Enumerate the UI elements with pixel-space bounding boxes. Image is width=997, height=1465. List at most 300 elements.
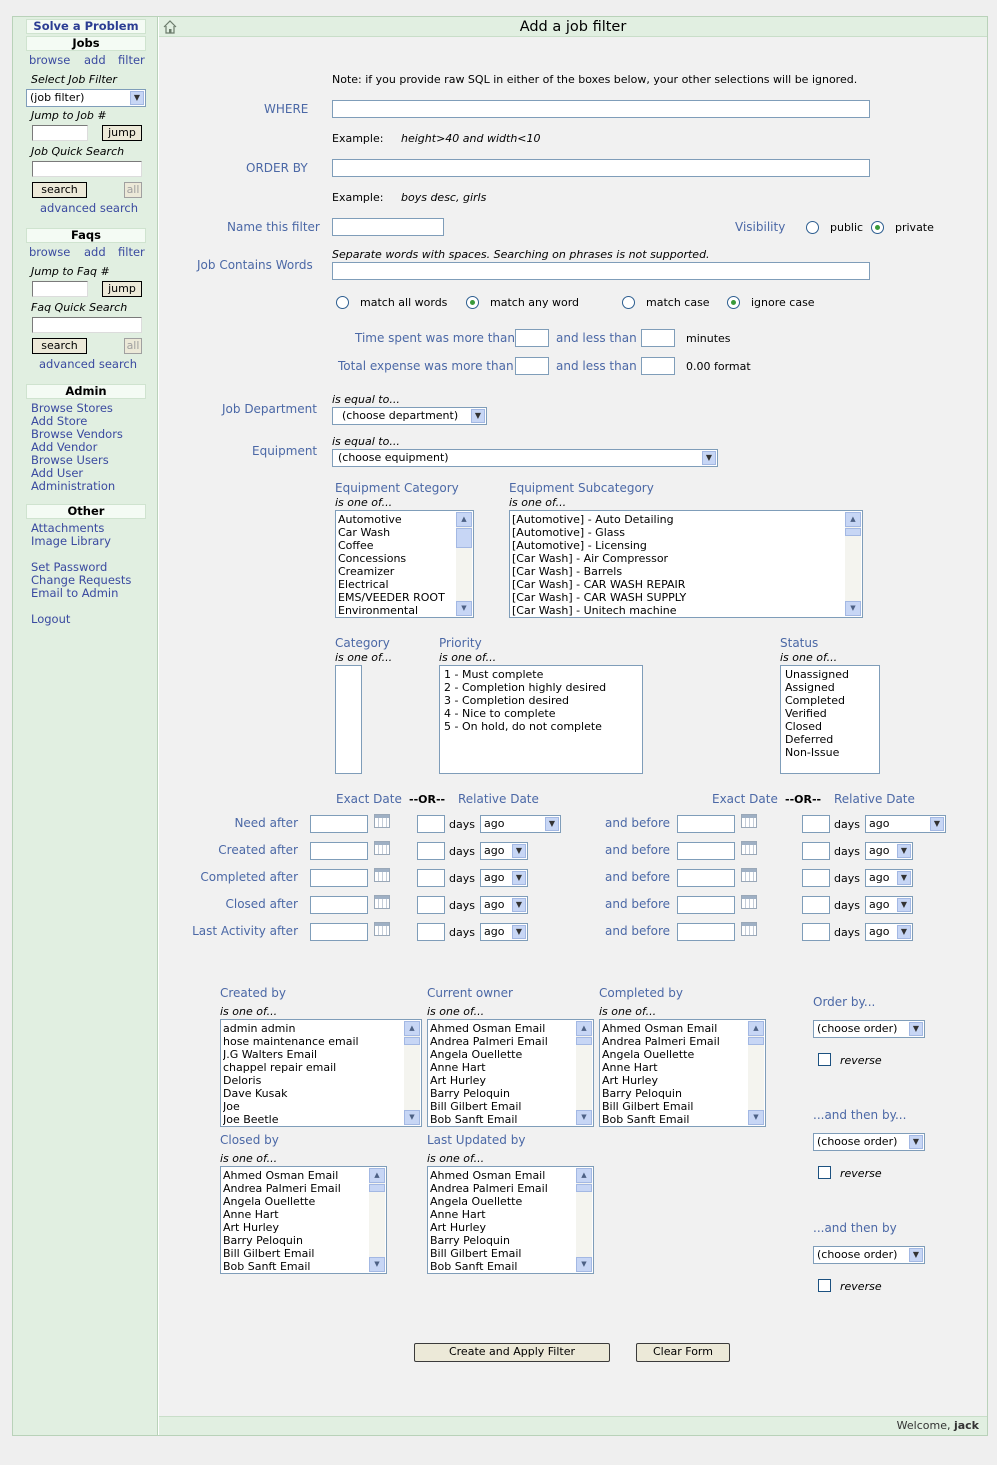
match-all-label: match all words xyxy=(360,296,448,309)
list-item[interactable]: chappel repair email xyxy=(223,1061,337,1074)
ago-select-after[interactable] xyxy=(480,815,561,833)
list-item[interactable]: Bob Sanft Email xyxy=(430,1260,518,1273)
scrollbar[interactable] xyxy=(748,1021,764,1125)
list-item[interactable]: Joe Beetle xyxy=(223,1113,279,1126)
list-item[interactable]: Andrea Palmeri Email xyxy=(602,1035,720,1048)
jump-job-button[interactable]: jump xyxy=(102,125,142,141)
select-job-filter-label: Select Job Filter xyxy=(31,73,117,86)
days-label: days xyxy=(449,899,475,912)
scroll-down-icon[interactable]: ▼ xyxy=(369,1257,385,1272)
match-case-radio[interactable] xyxy=(622,296,635,309)
order-value-1: (choose order) xyxy=(817,1022,898,1035)
status-oneof: is one of... xyxy=(780,651,838,664)
calendar-icon[interactable] xyxy=(374,868,390,882)
list-item[interactable]: Angela Ouellette xyxy=(223,1195,316,1208)
list-item[interactable]: EMS/VEEDER ROOT xyxy=(338,591,445,604)
order-example: boys desc, girls xyxy=(401,191,487,204)
list-item[interactable]: Barry Peloquin xyxy=(430,1234,510,1247)
relative-days-after-input[interactable] xyxy=(417,815,445,833)
chevron-down-icon: ▼ xyxy=(897,925,911,939)
exact-date-after-input[interactable] xyxy=(310,896,368,914)
faq-search-button[interactable]: search xyxy=(32,338,87,354)
chevron-down-icon: ▼ xyxy=(930,817,944,831)
scrollbar[interactable] xyxy=(576,1021,592,1125)
created-by-list[interactable] xyxy=(220,1019,422,1127)
created-by-oneof: is one of... xyxy=(220,1005,278,1018)
reverse-checkbox-1[interactable] xyxy=(818,1053,831,1066)
list-item[interactable]: Joe xyxy=(223,1100,240,1113)
jobs-browse-link[interactable]: browse xyxy=(29,53,71,67)
list-item[interactable]: Andrea Palmeri Email xyxy=(223,1182,341,1195)
browse-stores-link[interactable]: Browse Stores xyxy=(31,401,113,415)
list-item[interactable]: Coffee xyxy=(338,539,374,552)
closed-by-list[interactable] xyxy=(220,1166,387,1274)
chevron-down-icon: ▼ xyxy=(512,871,526,885)
list-item[interactable]: Electrical xyxy=(338,578,389,591)
list-item[interactable]: Angela Ouellette xyxy=(430,1048,523,1061)
relative-days-after-input[interactable] xyxy=(417,842,445,860)
completed-by-list[interactable] xyxy=(599,1019,766,1127)
scroll-up-icon[interactable]: ▲ xyxy=(748,1021,764,1036)
ago-value: ago xyxy=(484,898,505,911)
list-item[interactable]: Deloris xyxy=(223,1074,262,1087)
department-label: Job Department xyxy=(222,402,317,416)
exact-date-after-input[interactable] xyxy=(310,842,368,860)
calendar-icon[interactable] xyxy=(374,922,390,936)
list-item[interactable]: Andrea Palmeri Email xyxy=(430,1035,548,1048)
date-row-label: Created after xyxy=(218,843,298,857)
list-item[interactable]: 4 - Nice to complete xyxy=(444,707,556,720)
ago-select-before[interactable] xyxy=(865,923,913,941)
list-item[interactable]: admin admin xyxy=(223,1022,296,1035)
jump-to-job-label: Jump to Job # xyxy=(31,109,107,122)
list-item[interactable]: Car Wash xyxy=(338,526,391,539)
list-item[interactable]: Angela Ouellette xyxy=(602,1048,695,1061)
list-item[interactable]: [Automotive] - Auto Detailing xyxy=(512,513,674,526)
scroll-thumb[interactable] xyxy=(576,1037,592,1045)
reverse-label-1: reverse xyxy=(840,1054,882,1067)
completed-by-label: Completed by xyxy=(599,986,683,1000)
time-spent-min-input[interactable] xyxy=(515,329,549,347)
ago-select-after[interactable] xyxy=(480,869,528,887)
administration-link[interactable]: Administration xyxy=(31,479,116,493)
relative-days-before-input[interactable] xyxy=(802,869,830,887)
relative-date-header: Relative Date xyxy=(458,792,539,806)
scroll-thumb[interactable] xyxy=(404,1037,420,1045)
list-item[interactable]: [Car Wash] - Air Compressor xyxy=(512,552,669,565)
scroll-up-icon[interactable]: ▲ xyxy=(576,1168,592,1183)
scroll-up-icon[interactable]: ▲ xyxy=(456,512,472,527)
job-quick-search-label: Job Quick Search xyxy=(31,145,125,158)
match-any-radio[interactable] xyxy=(466,296,479,309)
equipment-value: (choose equipment) xyxy=(338,451,449,464)
list-item[interactable]: Anne Hart xyxy=(223,1208,279,1221)
job-all-button[interactable]: all xyxy=(124,182,142,198)
calendar-icon[interactable] xyxy=(741,814,757,828)
list-item[interactable]: Dave Kusak xyxy=(223,1087,288,1100)
status-label: Status xyxy=(780,636,819,650)
list-item[interactable]: Art Hurley xyxy=(602,1074,658,1087)
reverse-checkbox-3[interactable] xyxy=(818,1279,831,1292)
list-item[interactable]: Completed xyxy=(785,694,845,707)
solve-problem-title[interactable]: Solve a Problem xyxy=(26,19,146,34)
department-select[interactable] xyxy=(332,407,487,425)
visibility-private-radio[interactable] xyxy=(871,221,884,234)
faq-quick-search-label: Faq Quick Search xyxy=(31,301,128,314)
scroll-down-icon[interactable]: ▼ xyxy=(576,1110,592,1125)
where-example: height>40 and width<10 xyxy=(401,132,541,145)
scroll-thumb[interactable] xyxy=(845,528,861,536)
scrollbar[interactable] xyxy=(369,1168,385,1272)
faq-all-button[interactable]: all xyxy=(124,338,142,354)
username: jack xyxy=(953,1419,979,1432)
list-item[interactable]: Automotive xyxy=(338,513,402,526)
list-item[interactable]: Ahmed Osman Email xyxy=(602,1022,718,1035)
ago-select-after[interactable] xyxy=(480,842,528,860)
equipment-subcategory-oneof: is one of... xyxy=(509,496,567,509)
scroll-down-icon[interactable]: ▼ xyxy=(748,1110,764,1125)
clear-form-button[interactable]: Clear Form xyxy=(636,1343,730,1362)
list-item[interactable]: Unassigned xyxy=(785,668,849,681)
chevron-down-icon: ▼ xyxy=(512,844,526,858)
exact-date-before-input[interactable] xyxy=(677,815,735,833)
expense-min-input[interactable] xyxy=(515,357,549,375)
change-requests-link[interactable]: Change Requests xyxy=(31,573,132,587)
last-updated-by-oneof: is one of... xyxy=(427,1152,485,1165)
list-item[interactable]: Assigned xyxy=(785,681,835,694)
current-owner-label: Current owner xyxy=(427,986,513,1000)
faq-quick-search-input[interactable] xyxy=(32,317,142,333)
add-vendor-link[interactable]: Add Vendor xyxy=(31,440,98,454)
list-item[interactable]: Anne Hart xyxy=(602,1061,658,1074)
expense-less-than-label: and less than xyxy=(556,359,637,373)
list-item[interactable]: Barry Peloquin xyxy=(602,1087,682,1100)
calendar-icon[interactable] xyxy=(741,841,757,855)
or-separator: --OR-- xyxy=(409,793,446,806)
calendar-icon[interactable] xyxy=(741,895,757,909)
exact-date-after-input[interactable] xyxy=(310,923,368,941)
list-item[interactable]: [Car Wash] - Barrels xyxy=(512,565,623,578)
jump-to-faq-label: Jump to Faq # xyxy=(31,265,110,278)
category-list[interactable] xyxy=(335,665,362,774)
scrollbar[interactable] xyxy=(845,512,861,616)
days-label: days xyxy=(449,926,475,939)
list-item[interactable]: Anne Hart xyxy=(430,1061,486,1074)
equipment-category-oneof: is one of... xyxy=(335,496,393,509)
list-item[interactable]: 2 - Completion highly desired xyxy=(444,681,607,694)
then-by-title-2: ...and then by xyxy=(813,1221,897,1235)
scroll-down-icon[interactable]: ▼ xyxy=(576,1257,592,1272)
list-item[interactable]: Deferred xyxy=(785,733,834,746)
order-select-1[interactable] xyxy=(813,1020,925,1038)
list-item[interactable]: 1 - Must complete xyxy=(444,668,544,681)
equipment-select[interactable] xyxy=(332,449,718,467)
ago-value: ago xyxy=(869,925,890,938)
scroll-down-icon[interactable]: ▼ xyxy=(456,601,472,616)
add-user-link[interactable]: Add User xyxy=(31,466,84,480)
list-item[interactable]: [Car Wash] - Unitech machine xyxy=(512,604,677,617)
order-by-label: ORDER BY xyxy=(246,161,308,175)
expense-max-input[interactable] xyxy=(641,357,675,375)
list-item[interactable]: Creamizer xyxy=(338,565,395,578)
ago-select-after[interactable] xyxy=(480,896,528,914)
scroll-down-icon[interactable]: ▼ xyxy=(845,601,861,616)
page-title-bar xyxy=(159,17,987,37)
time-less-than-label: and less than xyxy=(556,331,637,345)
set-password-link[interactable]: Set Password xyxy=(31,560,108,574)
exact-date-before-input[interactable] xyxy=(677,896,735,914)
scroll-thumb[interactable] xyxy=(369,1184,385,1192)
days-label: days xyxy=(834,818,860,831)
list-item[interactable]: Anne Hart xyxy=(430,1208,486,1221)
list-item[interactable]: Andrea Palmeri Email xyxy=(430,1182,548,1195)
list-item[interactable]: Bill Gilbert Email xyxy=(430,1100,522,1113)
email-to-admin-link[interactable]: Email to Admin xyxy=(31,586,119,600)
scrollbar[interactable] xyxy=(404,1021,420,1125)
reverse-label-3: reverse xyxy=(840,1280,882,1293)
faq-number-input[interactable] xyxy=(32,281,88,297)
list-item[interactable]: Barry Peloquin xyxy=(430,1087,510,1100)
equipment-label: Equipment xyxy=(252,444,318,458)
list-item[interactable]: [Automotive] - Licensing xyxy=(512,539,647,552)
faqs-add-link[interactable]: add xyxy=(84,245,106,259)
reverse-label-2: reverse xyxy=(840,1167,882,1180)
format-hint: 0.00 format xyxy=(686,360,751,373)
relative-days-before-input[interactable] xyxy=(802,896,830,914)
and-before-label: and before xyxy=(605,843,671,857)
job-search-button[interactable]: search xyxy=(32,182,87,198)
visibility-public-radio[interactable] xyxy=(806,221,819,234)
relative-days-before-input[interactable] xyxy=(802,842,830,860)
order-by-input[interactable] xyxy=(332,159,870,177)
list-item[interactable]: [Car Wash] - CAR WASH REPAIR xyxy=(512,578,686,591)
exact-date-after-input[interactable] xyxy=(310,815,368,833)
calendar-icon[interactable] xyxy=(374,895,390,909)
and-before-label: and before xyxy=(605,870,671,884)
time-spent-max-input[interactable] xyxy=(641,329,675,347)
priority-oneof: is one of... xyxy=(439,651,497,664)
list-item[interactable]: Ahmed Osman Email xyxy=(430,1022,546,1035)
calendar-icon[interactable] xyxy=(741,868,757,882)
contains-words-input[interactable] xyxy=(332,262,870,280)
days-label: days xyxy=(449,872,475,885)
job-number-input[interactable] xyxy=(32,125,88,141)
ignore-case-radio[interactable] xyxy=(727,296,740,309)
ago-select-before[interactable] xyxy=(865,842,913,860)
date-row-label: Last Activity after xyxy=(192,924,298,938)
home-icon[interactable] xyxy=(163,20,177,34)
match-any-label: match any word xyxy=(490,296,580,309)
equipment-category-list[interactable] xyxy=(335,510,474,618)
list-item[interactable]: Angela Ouellette xyxy=(430,1195,523,1208)
job-advanced-search-link[interactable]: advanced search xyxy=(40,201,139,215)
scroll-up-icon[interactable]: ▲ xyxy=(369,1168,385,1183)
ago-select-after[interactable] xyxy=(480,923,528,941)
order-select-3[interactable] xyxy=(813,1246,925,1264)
exact-date-before-input[interactable] xyxy=(677,869,735,887)
ago-value: ago xyxy=(484,925,505,938)
status-list[interactable] xyxy=(780,665,880,774)
exact-date-after-input[interactable] xyxy=(310,869,368,887)
list-item[interactable]: Art Hurley xyxy=(430,1221,486,1234)
ago-value: ago xyxy=(484,844,505,857)
chevron-down-icon: ▼ xyxy=(702,451,716,465)
relative-days-before-input[interactable] xyxy=(802,923,830,941)
list-item[interactable]: Ahmed Osman Email xyxy=(430,1169,546,1182)
list-item[interactable]: 3 - Completion desired xyxy=(444,694,570,707)
sql-note: Note: if you provide raw SQL in either of the boxes below, your other selections will be ignored. xyxy=(332,73,858,86)
chevron-down-icon: ▼ xyxy=(897,844,911,858)
equipment-subcategory-list[interactable] xyxy=(509,510,863,618)
order-select-2[interactable] xyxy=(813,1133,925,1151)
faqs-filter-link[interactable]: filter xyxy=(118,245,145,259)
exact-date-header: Exact Date xyxy=(336,792,402,806)
scrollbar[interactable] xyxy=(576,1168,592,1272)
ignore-case-label: ignore case xyxy=(751,296,815,309)
job-filter-select[interactable] xyxy=(26,89,146,107)
department-value: (choose department) xyxy=(342,409,459,422)
faq-advanced-search-link[interactable]: advanced search xyxy=(39,357,138,371)
attachments-link[interactable]: Attachments xyxy=(31,521,105,535)
scrollbar[interactable] xyxy=(456,512,472,616)
equipment-category-label: Equipment Category xyxy=(335,481,459,495)
calendar-icon[interactable] xyxy=(741,922,757,936)
minutes-label: minutes xyxy=(686,332,731,345)
list-item[interactable]: Environmental xyxy=(338,604,419,617)
calendar-icon[interactable] xyxy=(374,814,390,828)
scroll-up-icon[interactable]: ▲ xyxy=(845,512,861,527)
priority-list[interactable] xyxy=(439,665,643,774)
list-item[interactable]: hose maintenance email xyxy=(223,1035,359,1048)
relative-days-after-input[interactable] xyxy=(417,869,445,887)
days-label: days xyxy=(449,818,475,831)
scroll-thumb[interactable] xyxy=(576,1184,592,1192)
logout-link[interactable]: Logout xyxy=(31,612,71,626)
date-row-label: Need after xyxy=(234,816,298,830)
name-filter-input[interactable] xyxy=(332,218,444,236)
order-example-label: Example: xyxy=(332,191,384,204)
equipment-subcategory-label: Equipment Subcategory xyxy=(509,481,654,495)
list-item[interactable]: Bob Sanft Email xyxy=(223,1260,311,1273)
days-label: days xyxy=(834,899,860,912)
list-item[interactable]: 5 - On hold, do not complete xyxy=(444,720,602,733)
ago-value: ago xyxy=(869,817,890,830)
list-item[interactable]: Verified xyxy=(785,707,827,720)
list-item[interactable]: J.G Walters Email xyxy=(223,1048,318,1061)
list-item[interactable]: Concessions xyxy=(338,552,407,565)
other-title: Other xyxy=(26,504,146,519)
scroll-up-icon[interactable]: ▲ xyxy=(404,1021,420,1036)
list-item[interactable]: Bob Sanft Email xyxy=(602,1113,690,1126)
scroll-thumb[interactable] xyxy=(748,1037,764,1045)
list-item[interactable]: Barry Peloquin xyxy=(223,1234,303,1247)
match-case-label: match case xyxy=(646,296,710,309)
list-item[interactable]: Bill Gilbert Email xyxy=(430,1247,522,1260)
closed-by-label: Closed by xyxy=(220,1133,279,1147)
list-item[interactable]: Art Hurley xyxy=(430,1074,486,1087)
expense-label: Total expense was more than xyxy=(338,359,514,373)
created-by-label: Created by xyxy=(220,986,287,1000)
relative-days-after-input[interactable] xyxy=(417,923,445,941)
chevron-down-icon: ▼ xyxy=(512,898,526,912)
job-quick-search-input[interactable] xyxy=(32,161,142,177)
chevron-down-icon: ▼ xyxy=(909,1135,923,1149)
current-owner-oneof: is one of... xyxy=(427,1005,485,1018)
current-owner-list[interactable] xyxy=(427,1019,594,1127)
scroll-down-icon[interactable]: ▼ xyxy=(404,1110,420,1125)
scroll-up-icon[interactable]: ▲ xyxy=(576,1021,592,1036)
page-title: Add a job filter xyxy=(519,19,627,35)
exact-date-before-input[interactable] xyxy=(677,842,735,860)
last-updated-by-list[interactable] xyxy=(427,1166,594,1274)
relative-days-after-input[interactable] xyxy=(417,896,445,914)
list-item[interactable]: Closed xyxy=(785,720,822,733)
and-before-label: and before xyxy=(605,816,671,830)
faqs-browse-link[interactable]: browse xyxy=(29,245,71,259)
order-value-2: (choose order) xyxy=(817,1135,898,1148)
image-library-link[interactable]: Image Library xyxy=(31,534,111,548)
ago-select-before[interactable] xyxy=(865,815,946,833)
date-row-label: Closed after xyxy=(225,897,298,911)
list-item[interactable]: Bill Gilbert Email xyxy=(223,1247,315,1260)
name-filter-label: Name this filter xyxy=(227,220,320,234)
and-before-label: and before xyxy=(605,897,671,911)
scroll-thumb[interactable] xyxy=(456,528,472,548)
match-all-radio[interactable] xyxy=(336,296,349,309)
where-input[interactable] xyxy=(332,100,870,118)
jobs-add-link[interactable]: add xyxy=(84,53,106,67)
list-item[interactable]: Non-Issue xyxy=(785,746,840,759)
exact-date-header-2: Exact Date xyxy=(712,792,778,806)
chevron-down-icon: ▼ xyxy=(545,817,559,831)
list-item[interactable]: [Car Wash] - CAR WASH SUPPLY xyxy=(512,591,687,604)
list-item[interactable]: Ahmed Osman Email xyxy=(223,1169,339,1182)
ago-value: ago xyxy=(869,898,890,911)
order-value-3: (choose order) xyxy=(817,1248,898,1261)
priority-label: Priority xyxy=(439,636,482,650)
chevron-down-icon: ▼ xyxy=(471,409,485,423)
order-by-title: Order by... xyxy=(813,995,876,1009)
footer xyxy=(159,1416,987,1435)
reverse-checkbox-2[interactable] xyxy=(818,1166,831,1179)
visibility-private-label: private xyxy=(895,221,934,234)
completed-by-oneof: is one of... xyxy=(599,1005,657,1018)
department-equal-label: is equal to... xyxy=(332,393,400,406)
visibility-public-label: public xyxy=(830,221,864,234)
chevron-down-icon: ▼ xyxy=(897,871,911,885)
ago-value: ago xyxy=(869,871,890,884)
browse-vendors-link[interactable]: Browse Vendors xyxy=(31,427,123,441)
add-store-link[interactable]: Add Store xyxy=(31,414,88,428)
list-item[interactable]: Art Hurley xyxy=(223,1221,279,1234)
calendar-icon[interactable] xyxy=(374,841,390,855)
equipment-equal-label: is equal to... xyxy=(332,435,400,448)
ago-select-before[interactable] xyxy=(865,869,913,887)
jobs-title: Jobs xyxy=(26,36,146,51)
exact-date-before-input[interactable] xyxy=(677,923,735,941)
chevron-down-icon: ▼ xyxy=(512,925,526,939)
list-item[interactable]: Bill Gilbert Email xyxy=(602,1100,694,1113)
create-apply-filter-button[interactable]: Create and Apply Filter xyxy=(414,1343,610,1362)
ago-value: ago xyxy=(869,844,890,857)
browse-users-link[interactable]: Browse Users xyxy=(31,453,109,467)
ago-select-before[interactable] xyxy=(865,896,913,914)
relative-days-before-input[interactable] xyxy=(802,815,830,833)
jump-faq-button[interactable]: jump xyxy=(102,281,142,297)
jobs-filter-link[interactable]: filter xyxy=(118,53,145,67)
list-item[interactable]: [Automotive] - Glass xyxy=(512,526,625,539)
list-item[interactable]: Bob Sanft Email xyxy=(430,1113,518,1126)
